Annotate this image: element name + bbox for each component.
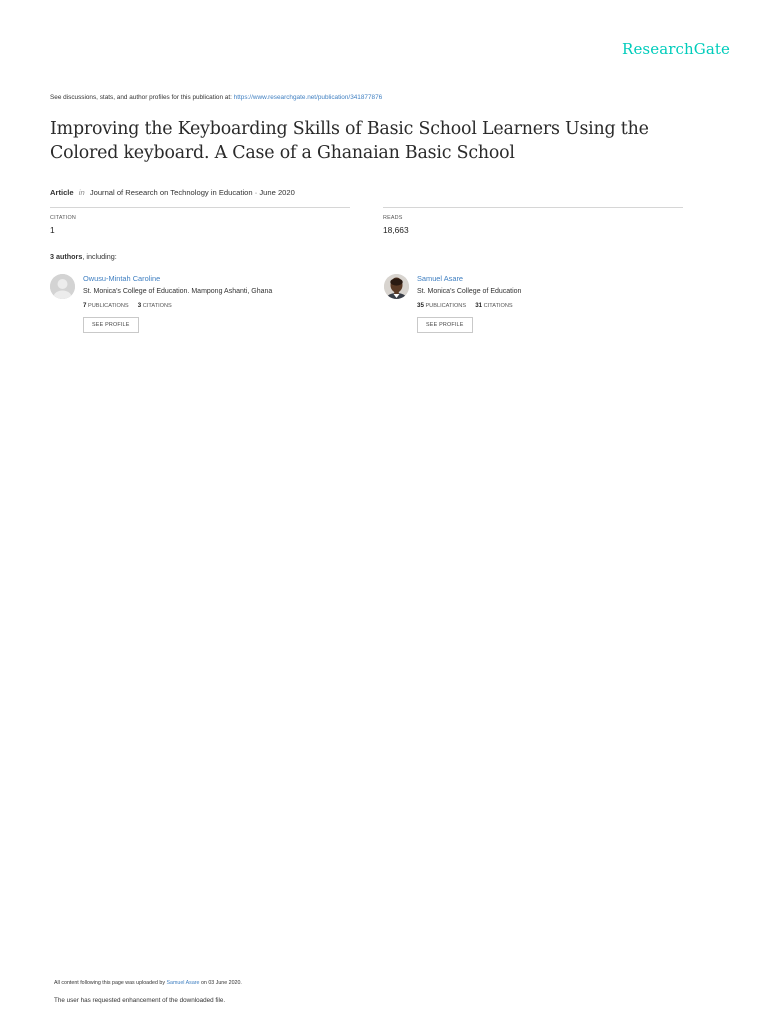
author-institution: St. Monica's College of Education. Mampong Ashanti, Ghana <box>83 288 273 295</box>
reads-stat <box>383 207 683 235</box>
enhancement-note: The user has requested enhancement of the downloaded file. <box>54 997 226 1004</box>
author-info <box>83 274 343 333</box>
researchgate-logo[interactable]: ResearchGate <box>622 40 730 58</box>
citations-label: CITATIONS <box>483 303 513 309</box>
citations-label: CITATIONS <box>142 303 172 309</box>
citation-label: CITATION <box>50 215 76 221</box>
publications-count: 35 <box>417 302 424 309</box>
default-user-icon[interactable] <box>50 274 75 299</box>
citation-stat <box>50 207 350 235</box>
upload-prefix: All content following this page was uploaded by <box>54 980 166 986</box>
publications-label: PUBLICATIONS <box>425 303 467 309</box>
user-photo[interactable] <box>384 274 409 299</box>
upload-note <box>54 980 242 986</box>
author-stats <box>417 302 677 309</box>
reads-label: READS <box>383 215 403 221</box>
see-profile-button[interactable]: SEE PROFILE <box>417 317 473 333</box>
author-info <box>417 274 677 333</box>
discussion-note <box>50 94 382 101</box>
see-profile-button[interactable]: SEE PROFILE <box>83 317 139 333</box>
publications-count: 7 <box>83 302 87 309</box>
citations-count: 3 <box>137 302 142 309</box>
reads-value: 18,663 <box>383 225 409 235</box>
citations-count: 31 <box>475 302 483 309</box>
publication-title: Improving the Keyboarding Skills of Basic School Learners Using the Colored keyboard. A Case of a Ghanaian Basic School <box>50 119 649 163</box>
publication-type: Article <box>50 188 74 197</box>
author-name-link[interactable]: Samuel Asare <box>417 274 464 283</box>
discussion-text: See discussions, stats, and author profiles for this publication at: <box>50 94 232 101</box>
journal-date: Journal of Research on Technology in Education · June 2020 <box>89 188 295 197</box>
authors-heading <box>50 252 117 261</box>
author-stats <box>83 302 343 309</box>
publication-link[interactable]: https://www.researchgate.net/publication/341877876 <box>233 94 383 101</box>
authors-count: 3 authors <box>50 252 83 261</box>
in-word: in <box>78 188 85 197</box>
publications-label: PUBLICATIONS <box>88 303 129 309</box>
author-name-link[interactable]: Owusu-Mintah Caroline <box>83 274 161 283</box>
upload-suffix: on 03 June 2020. <box>200 980 242 986</box>
uploader-link[interactable]: Samuel Asare <box>166 980 200 986</box>
author-institution: St. Monica's College of Education <box>417 288 522 295</box>
publication-meta <box>50 188 295 197</box>
citation-value: 1 <box>50 225 55 235</box>
authors-including: , including: <box>82 252 117 261</box>
